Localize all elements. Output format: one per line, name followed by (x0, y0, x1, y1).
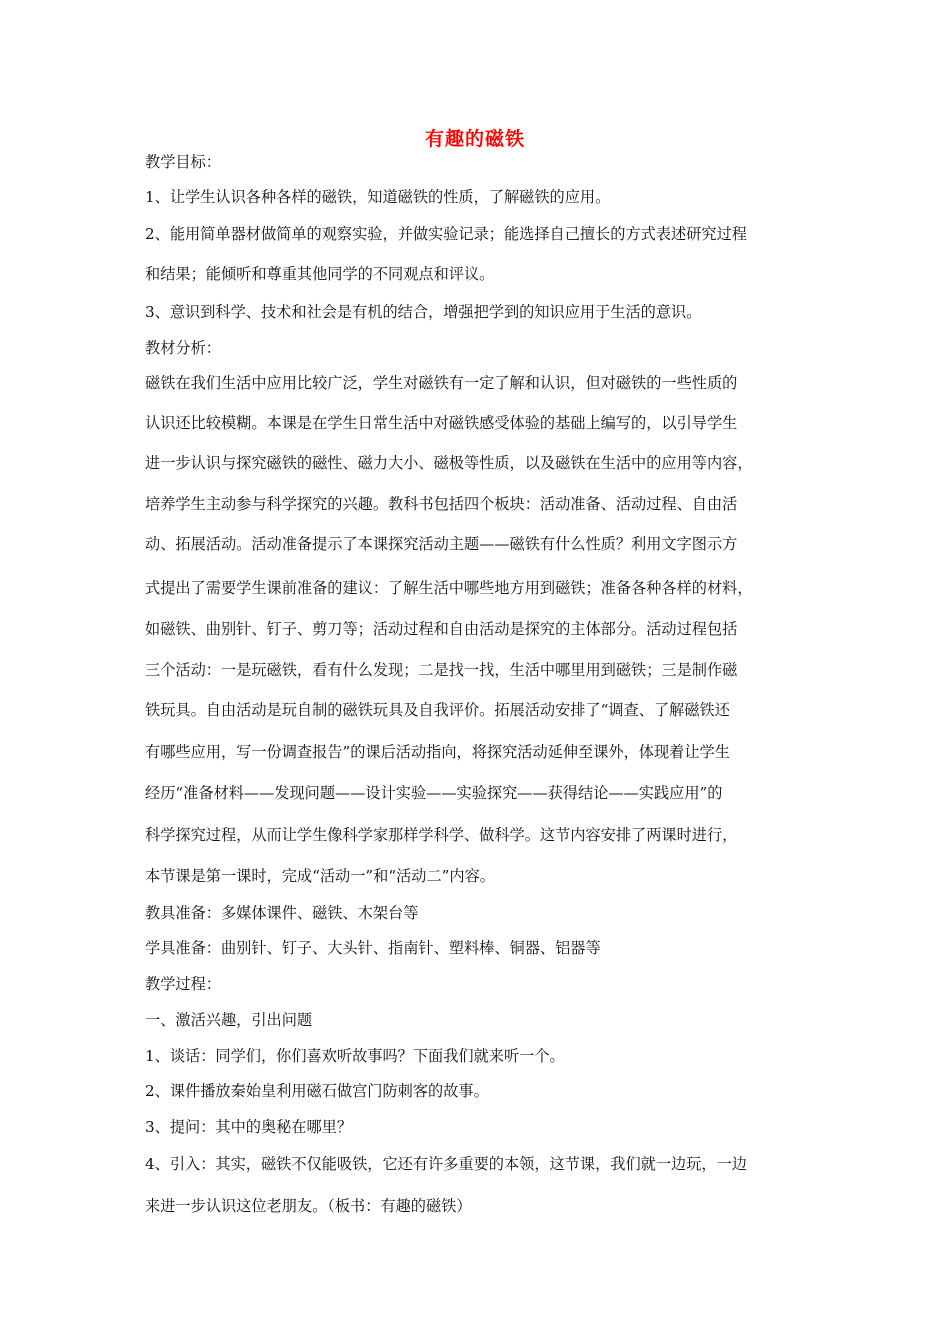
text-line: 来进一步认识这位老朋友。（板书：有趣的磁铁） (145, 1197, 472, 1215)
text-line: 认识还比较模糊。本课是在学生日常生活中对磁铁感受体验的基础上编写的，以引导学生 (145, 414, 738, 432)
text-line: 教学目标： (145, 153, 221, 171)
text-line: 教具准备：多媒体课件、磁铁、木架台等 (145, 904, 419, 922)
text-line: 2、能用简单器材做简单的观察实验，并做实验记录；能选择自己擅长的方式表述研究过程 (145, 225, 747, 243)
text-line: 2、课件播放秦始皇利用磁石做宫门防刺客的故事。 (145, 1082, 489, 1100)
text-line: 科学探究过程，从而让学生像科学家那样学科学、做科学。这节内容安排了两课时进行， (145, 826, 738, 844)
text-line: 磁铁在我们生活中应用比较广泛，学生对磁铁有一定了解和认识，但对磁铁的一些性质的 (145, 374, 738, 392)
text-line: 学具准备：曲别针、钉子、大头针、指南针、塑料棒、铜器、铝器等 (145, 939, 601, 957)
text-line: 铁玩具。自由活动是玩自制的磁铁玩具及自我评价。拓展活动安排了“调查、了解磁铁还 (145, 701, 730, 719)
text-line: 1、让学生认识各种各样的磁铁，知道磁铁的性质，了解磁铁的应用。 (145, 188, 611, 206)
text-line: 3、意识到科学、技术和社会是有机的结合，增强把学到的知识应用于生活的意识。 (145, 303, 702, 321)
text-line: 有哪些应用，写一份调查报告”的课后活动指向，将探究活动延伸至课外，体现着让学生 (145, 743, 730, 761)
text-line: 和结果；能倾听和尊重其他同学的不同观点和评议。 (145, 265, 495, 283)
text-line: 如磁铁、曲别针、钉子、剪刀等；活动过程和自由活动是探究的主体部分。活动过程包括 (145, 620, 738, 638)
text-line: 教学过程： (145, 975, 221, 993)
text-line: 培养学生主动参与科学探究的兴趣。教科书包括四个板块：活动准备、活动过程、自由活 (145, 495, 738, 513)
text-line: 教材分析： (145, 339, 221, 357)
text-line: 进一步认识与探究磁铁的磁性、磁力大小、磁极等性质，以及磁铁在生活中的应用等内容， (145, 454, 753, 472)
text-line: 1、谈话：同学们，你们喜欢听故事吗？下面我们就来听一个。 (145, 1047, 565, 1065)
text-line: 三个活动：一是玩磁铁，看有什么发现；二是找一找，生活中哪里用到磁铁；三是制作磁 (145, 661, 738, 679)
document-title: 有趣的磁铁 (424, 128, 525, 150)
text-line: 经历“准备材料——发现问题——设计实验——实验探究——获得结论——实践应用”的 (145, 784, 723, 802)
text-line: 式提出了需要学生课前准备的建议：了解生活中哪些地方用到磁铁；准备各种各样的材料， (145, 579, 753, 597)
text-line: 一、激活兴趣，引出问题 (145, 1011, 313, 1029)
text-line: 4、引入：其实，磁铁不仅能吸铁，它还有许多重要的本领，这节课，我们就一边玩，一边 (145, 1155, 747, 1173)
text-line: 本节课是第一课时，完成“活动一”和“活动二”内容。 (145, 867, 495, 885)
text-line: 3、提问：其中的奥秘在哪里？ (145, 1118, 353, 1136)
text-line: 动、拓展活动。活动准备提示了本课探究活动主题——磁铁有什么性质？利用文字图示方 (145, 535, 738, 553)
